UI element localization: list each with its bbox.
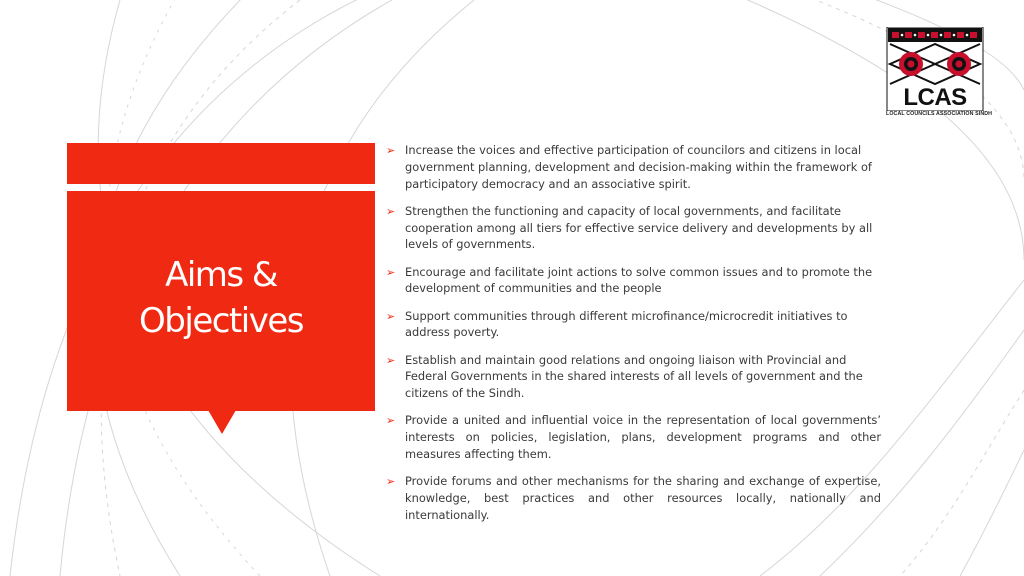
objective-text: Provide forums and other mechanisms for the sharing and exchange of expertise, knowledge, best practices and other resources locally, nationally and internationally. — [405, 474, 881, 522]
slide-title-line-2: Objectives — [139, 301, 303, 341]
objectives-list — [386, 142, 881, 534]
objective-item — [386, 473, 881, 523]
arrow-bullet-icon: ➢ — [386, 144, 396, 157]
arrow-bullet-icon: ➢ — [386, 265, 396, 279]
lcas-logo-subtitle: LOCAL COUNCILS ASSOCIATION SINDH — [886, 111, 993, 117]
slide-title — [67, 252, 375, 344]
objective-item — [386, 352, 881, 402]
objective-item — [386, 203, 881, 253]
objective-item — [386, 142, 881, 192]
arrow-bullet-icon: ➢ — [386, 414, 396, 428]
accent-strip — [67, 143, 375, 184]
arrow-bullet-icon: ➢ — [386, 309, 396, 323]
title-panel-pointer — [208, 410, 236, 434]
objective-item — [386, 264, 881, 298]
lcas-logo-emblem — [886, 27, 984, 111]
objective-item — [386, 308, 881, 342]
objective-text: Provide a united and influential voice in the representation of local governments’ interests on policies, legislation, plans, development programs and other measures affecting them. — [405, 413, 881, 461]
objective-item — [386, 412, 881, 462]
objective-text: Support communities through different microfinance/microcredit initiatives to address poverty. — [405, 308, 848, 340]
objective-text: Strengthen the functioning and capacity of local governments, and facilitate cooperation among all tiers for effective service delivery and developments by all levels of governments. — [405, 203, 873, 252]
lcas-logo — [886, 27, 993, 122]
arrow-bullet-icon: ➢ — [386, 204, 396, 218]
arrow-bullet-icon: ➢ — [386, 475, 396, 489]
lcas-logo-text: LCAS — [903, 84, 967, 111]
objective-text: Encourage and facilitate joint actions to solve common issues and to promote the development of communities and the people — [405, 264, 873, 296]
arrow-bullet-icon: ➢ — [386, 353, 396, 367]
objective-text: Increase the voices and effective participation of councilors and citizens in local government planning, development and decision-making within the framework of participatory democracy and an associative spirit. — [405, 143, 872, 191]
objective-text: Establish and maintain good relations and ongoing liaison with Provincial and Federal Governments in the shared interests of all levels of government and the citizens of the Sindh. — [405, 352, 863, 401]
slide-title-line-1: Aims & — [165, 255, 277, 295]
